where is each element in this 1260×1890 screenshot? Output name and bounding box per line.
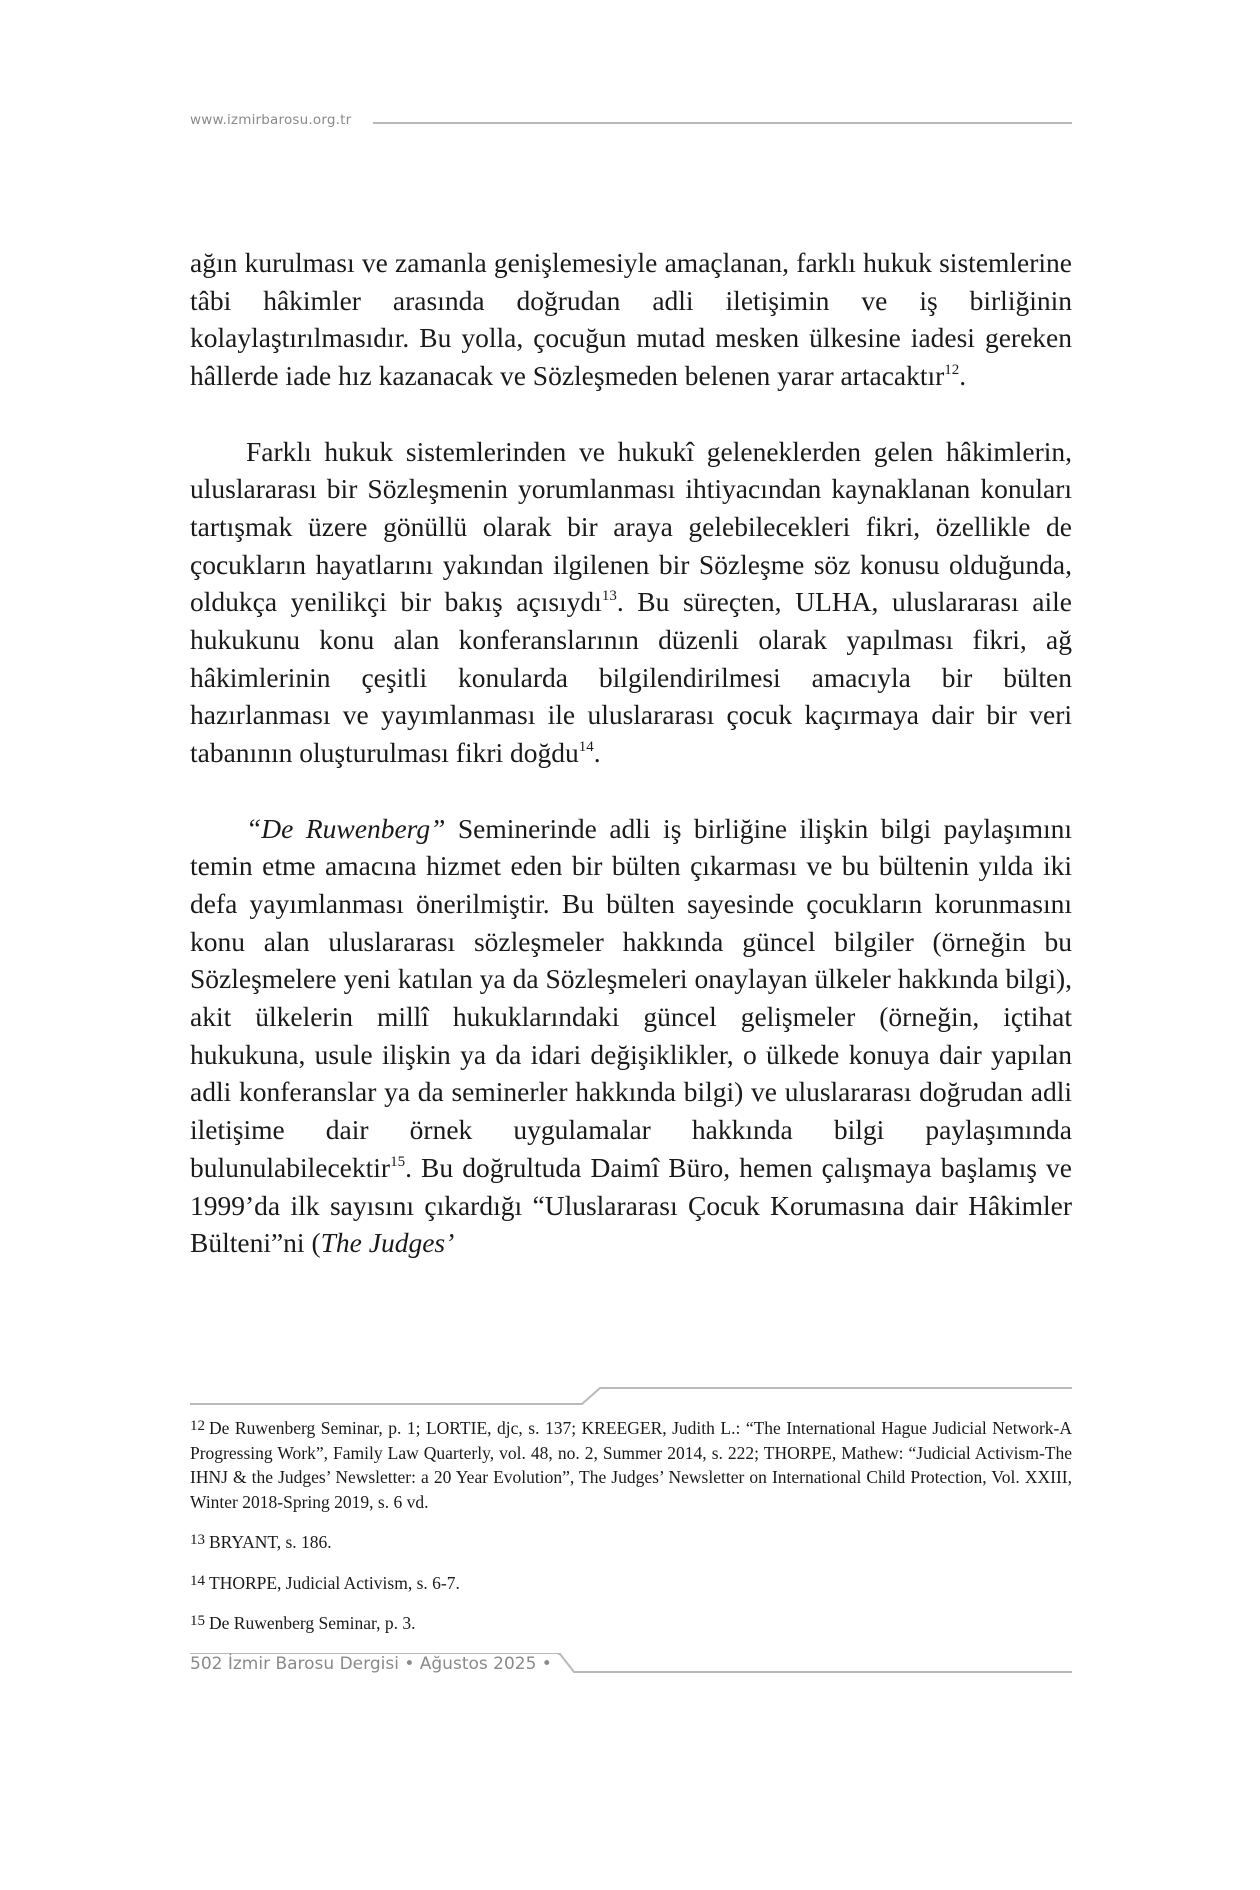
- page-footer: [190, 1652, 1072, 1678]
- paragraph-1: [190, 244, 1072, 395]
- footnote-number: 15: [190, 1613, 205, 1629]
- text-segment: Farklı hukuk sistemlerinden ve hukukî geleneklerden gelen hâkimlerin, uluslararası bir Sözleşmenin yorumlanması ihtiyacından kaynaklanan konuları tartışmak üzere gönüllü olarak bir araya gelebilecekleri fikri, özellikle de çocukların hayatlarını yakından ilgilenen bir Sözleşme söz konusu olduğunda, oldukça yenilikçi bir bakış açısıydı: [190, 435, 1072, 618]
- text-segment: .: [959, 360, 967, 392]
- footnote-12: [190, 1414, 1072, 1514]
- footnote-ref-15: 15: [390, 1153, 406, 1170]
- footnote-text: De Ruwenberg Seminar, p. 3.: [209, 1613, 416, 1633]
- header-rule: [373, 122, 1072, 124]
- paragraph-2: [190, 433, 1072, 772]
- footnote-15: [190, 1609, 1072, 1636]
- text-segment: . Bu süreçten, ULHA, uluslararası aile hukukunu konu alan konferanslarının düzenli olarak yapılması fikri, ağ hâkimlerinin çeşitli konularda bilgilendirilmesi amacıyla bir bülten hazırlanması ve yayımlanması ile uluslararası çocuk kaçırmaya dair bir veri tabanının oluşturulması fikri doğdu: [190, 586, 1073, 769]
- footnote-number: 13: [190, 1532, 205, 1548]
- header-url: www.izmirbarosu.org.tr: [190, 112, 352, 128]
- footnote-text: BRYANT, s. 186.: [209, 1532, 332, 1552]
- footnote-text: De Ruwenberg Seminar, p. 1; LORTIE, djc, s. 137; KREEGER, Judith L.: “The International Hague Judicial Network-A Progressing Work”, Family Law Quarterly, vol. 48, no. 2, Summer 2014, s. 222; THORPE, Mathew: “Judicial Activism-The IHNJ & the Judges’ Newsletter: a 20 Year Evolution”, The Judges’ Newsletter on International Child Protection, Vol. XXIII, Winter 2018-Spring 2019, s. 6 vd.: [190, 1418, 1072, 1512]
- footer-text: 502 İzmir Barosu Dergisi • Ağustos 2025 •: [190, 1654, 558, 1674]
- footnote-ref-14: 14: [578, 739, 594, 756]
- footnote-14: [190, 1569, 1072, 1596]
- footnote-ref-12: 12: [944, 362, 960, 379]
- paragraph-3: [190, 810, 1072, 1262]
- footnote-number: 12: [190, 1418, 205, 1434]
- italic-segment: The Judges’: [320, 1227, 455, 1259]
- text-segment: .: [593, 737, 601, 769]
- body-text: [190, 244, 1072, 1262]
- footnotes: [190, 1414, 1072, 1650]
- italic-segment: “De Ruwenberg”: [246, 812, 446, 844]
- text-segment: ağın kurulması ve zamanla genişlemesiyle amaçlanan, farklı hukuk sistemlerine tâbi hâkimler arasında doğrudan adli iletişimin ve iş birliğinin kolaylaştırılmasıdır. Bu yolla, çocuğun mutad mesken ülkesine iadesi gereken hâllerde iade hız kazanacak ve Sözleşmeden belenen yarar artacaktır: [190, 247, 1072, 392]
- footnote-text: THORPE, Judicial Activism, s. 6-7.: [209, 1572, 460, 1593]
- text-segment: . Bu doğrultuda Daimî Büro, hemen çalışmaya başlamış ve 1999’da ilk sayısını çıkardığı “Uluslararası Çocuk Korumasına dair Hâkimler Bülteni”ni (: [190, 1151, 1072, 1259]
- footnote-number: 14: [190, 1572, 205, 1589]
- footnote-13: [190, 1528, 1072, 1555]
- page-header: [190, 112, 1072, 136]
- footnote-ref-13: 13: [601, 588, 617, 605]
- footnote-divider: [190, 1384, 1072, 1406]
- text-segment: Seminerinde adli iş birliğine ilişkin bilgi paylaşımını temin etme amacına hizmet eden bir bülten çıkarması ve bu bültenin yılda iki defa yayımlanması önerilmiştir. Bu bülten sayesinde çocukların korunmasını konu alan uluslararası sözleşmeler hakkında güncel bilgiler (örneğin bu Sözleşmelere yeni katılan ya da Sözleşmeleri onaylayan ülkeler hakkında bilgi), akit ülkelerin millî hukuklarındaki güncel gelişmeler (örneğin, içtihat hukukuna, usule ilişkin ya da idari değişiklikler, o ülkede konuya dair yapılan adli konferanslar ya da seminerler hakkında bilgi) ve uluslararası doğrudan adli iletişime dair örnek uygulamalar hakkında bilgi paylaşımında bulunulabilecektir: [190, 812, 1072, 1183]
